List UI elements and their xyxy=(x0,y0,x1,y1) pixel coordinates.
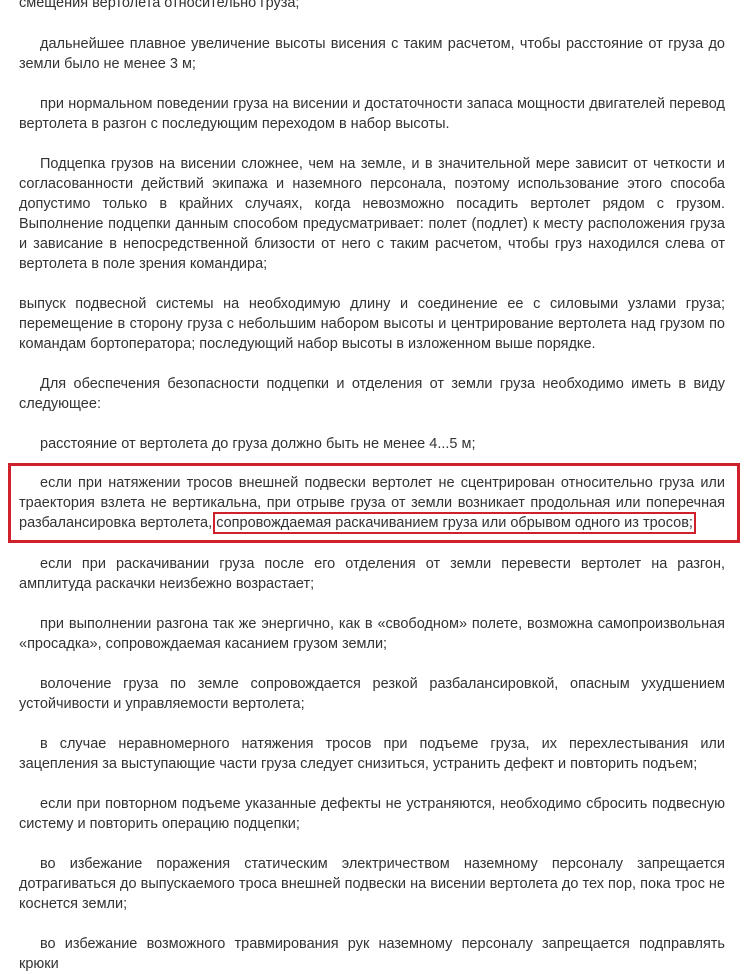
paragraph-highlighted xyxy=(19,473,725,533)
paragraph-0 xyxy=(19,0,725,13)
paragraph-text: Подцепка грузов на висении сложнее, чем на земле, и в значительной мере зависит от четкости и согласованности действий экипажа и наземного персонала, поэтому использование этого способа допустимо только в крайних случаях, когда невозможно посадить вертолет рядом с грузом. Выполнение подцепки данным способом предусматривает: полет (подлет) к месту расположения груза и зависание в непосредственной близости от него с таким расчетом, чтобы груз находился слева от вертолета в поле зрения командира; xyxy=(19,156,725,272)
paragraph-text: волочение груза по земле сопровождается резкой разбалансировкой, опасным ухудшением устойчивости и управляемости вертолета; xyxy=(19,676,725,712)
paragraph-text: если при повторном подъеме указанные дефекты не устраняются, необходимо сбросить подвесную систему и повторить операцию подцепки; xyxy=(19,796,725,832)
paragraph-14 xyxy=(19,934,725,974)
paragraph-text: дальнейшее плавное увеличение высоты висения с таким расчетом, чтобы расстояние от груза до земли было не менее 3 м; xyxy=(19,36,725,72)
paragraph-3 xyxy=(19,154,725,274)
paragraph-11 xyxy=(19,734,725,774)
highlighted-phrase: сопровождаемая раскачиванием груза или обрывом одного из тросов; xyxy=(216,515,693,531)
paragraph-text: выпуск подвесной системы на необходимую длину и соединение ее с силовыми узлами груза; перемещение в сторону груза с небольшим набором высоты и центрирование вертолета над грузом по командам бортоператора; последующий набор высоты в изложенном выше порядке. xyxy=(19,296,725,352)
paragraph-text: если при натяжении тросов внешней подвески вертолет не сцентрирован относительно груза или траектория взлета не вертикальна, при отрыве груза от земли возникает продольная или поперечная разбалансировка вертолета, xyxy=(19,475,725,531)
paragraph-12 xyxy=(19,794,725,834)
paragraph-text: если при раскачивании груза после его отделения от земли перевести вертолет на разгон, амплитуда раскачки неизбежно возрастает; xyxy=(19,556,725,592)
paragraph-6 xyxy=(19,434,725,454)
paragraph-9 xyxy=(19,614,725,654)
paragraph-5 xyxy=(19,374,725,414)
paragraph-2 xyxy=(19,94,725,134)
paragraph-text: во избежание возможного травмирования рук наземному персоналу запрещается подправлять крюки xyxy=(19,936,725,972)
paragraph-1 xyxy=(19,34,725,74)
paragraph-text: смещения вертолета относительно груза; xyxy=(19,0,300,11)
paragraph-text: при нормальном поведении груза на висении и достаточности запаса мощности двигателей перевод вертолета в разгон с последующим переходом в набор высоты. xyxy=(19,96,725,132)
paragraph-text: Для обеспечения безопасности подцепки и отделения от земли груза необходимо иметь в виду следующее: xyxy=(19,376,725,412)
paragraph-text: во избежание поражения статическим электричеством наземному персоналу запрещается дотрагиваться до выпускаемого троса внешней подвески на висении вертолета до тех пор, пока трос не коснется земли; xyxy=(19,856,725,912)
paragraph-13 xyxy=(19,854,725,914)
paragraph-text: при выполнении разгона так же энергично, как в «свободном» полете, возможна самопроизвольная «просадка», сопровождаемая касанием грузом земли; xyxy=(19,616,725,652)
paragraph-4 xyxy=(19,294,725,354)
paragraph-8 xyxy=(19,554,725,594)
paragraph-10 xyxy=(19,674,725,714)
paragraph-text: в случае неравномерного натяжения тросов при подъеме груза, их перехлестывания или зацепления за выступающие части груза следует снизиться, устранить дефект и повторить подъем; xyxy=(19,736,725,772)
paragraph-text: расстояние от вертолета до груза должно быть не менее 4...5 м; xyxy=(40,436,476,452)
